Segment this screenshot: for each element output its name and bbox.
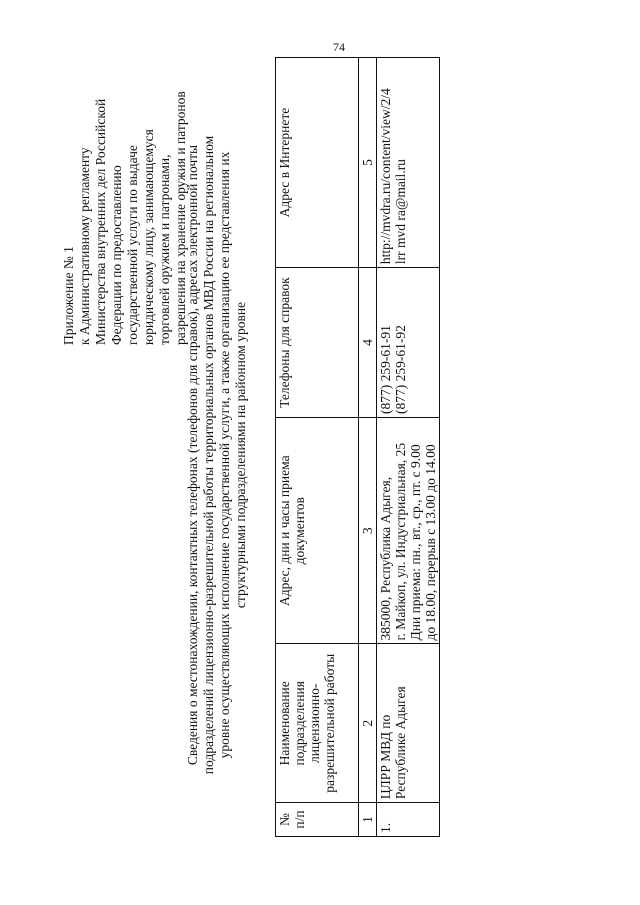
column-number: 1 (359, 803, 377, 837)
appendix-line: разрешения на хранение оружия и патронов (173, 91, 188, 345)
row-num: 1. (377, 803, 440, 837)
appendix-line: торговлей оружием и патронами, (157, 154, 172, 345)
row-name: ЦЛРР МВД по Республике Адыгея (377, 644, 440, 803)
contacts-table (275, 57, 440, 837)
address-line: Дни приема: пн., вт., ср., пт. с 9.00 (408, 444, 423, 641)
address-line: до 18.00, перерыв с 13.00 до 14.00 (423, 444, 438, 641)
header-internet: Адрес в Интернете (276, 58, 359, 268)
address-line: г. Майкоп, ул. Индустриальная, 25 (393, 442, 408, 641)
column-number: 2 (359, 644, 377, 803)
heading-line: уровне осуществляющих исполнение государственной услуги, а также организацию ее представления их (217, 151, 232, 759)
appendix-block (61, 65, 189, 345)
phone-line: (877) 259-61-92 (393, 325, 408, 414)
appendix-line: Министерства внутренних дел Российской (93, 98, 108, 345)
website-link: http://mvdra.ru/content/view/2/4 (378, 88, 393, 265)
page-number: 74 (333, 40, 345, 54)
header-num: № п/п (276, 803, 359, 837)
address-line: 385000, Республика Адыгея, (378, 476, 393, 641)
appendix-line: государственной услуги по выдаче (125, 145, 140, 345)
heading-line: структурными подразделениями на районном уровне (233, 301, 248, 609)
appendix-line: Федерации по предоставлению (109, 165, 124, 345)
header-phones: Телефоны для справок (276, 268, 359, 418)
table-row (377, 58, 440, 837)
heading-line: Сведения о местонахождении, контактных телефонах (телефонов для справок), адресах электронной почты (185, 144, 200, 766)
email-address: lrr mvd ra@mail.ru (393, 159, 408, 265)
header-address: Адрес, дни и часы приема документов (276, 417, 359, 643)
document-heading (185, 45, 249, 865)
appendix-line: к Административному регламенту (77, 147, 92, 345)
heading-line: подразделений лицензионно-разрешительной работы территориальных органов МВД России на региональном (201, 135, 216, 775)
row-address (377, 417, 440, 643)
row-internet (377, 58, 440, 268)
row-phones (377, 268, 440, 418)
appendix-line: Приложение № 1 (61, 246, 76, 345)
column-number: 4 (359, 268, 377, 418)
column-number: 5 (359, 58, 377, 268)
header-name: Наименование подразделения лицензионно-разрешительной работы (276, 644, 359, 803)
column-number-row (359, 58, 377, 837)
appendix-line: юридическому лицу, занимающемуся (141, 129, 156, 345)
column-number: 3 (359, 417, 377, 643)
phone-line: (877) 259-61-91 (378, 325, 393, 414)
rotated-content (55, 45, 438, 865)
table-header-row (276, 58, 359, 837)
